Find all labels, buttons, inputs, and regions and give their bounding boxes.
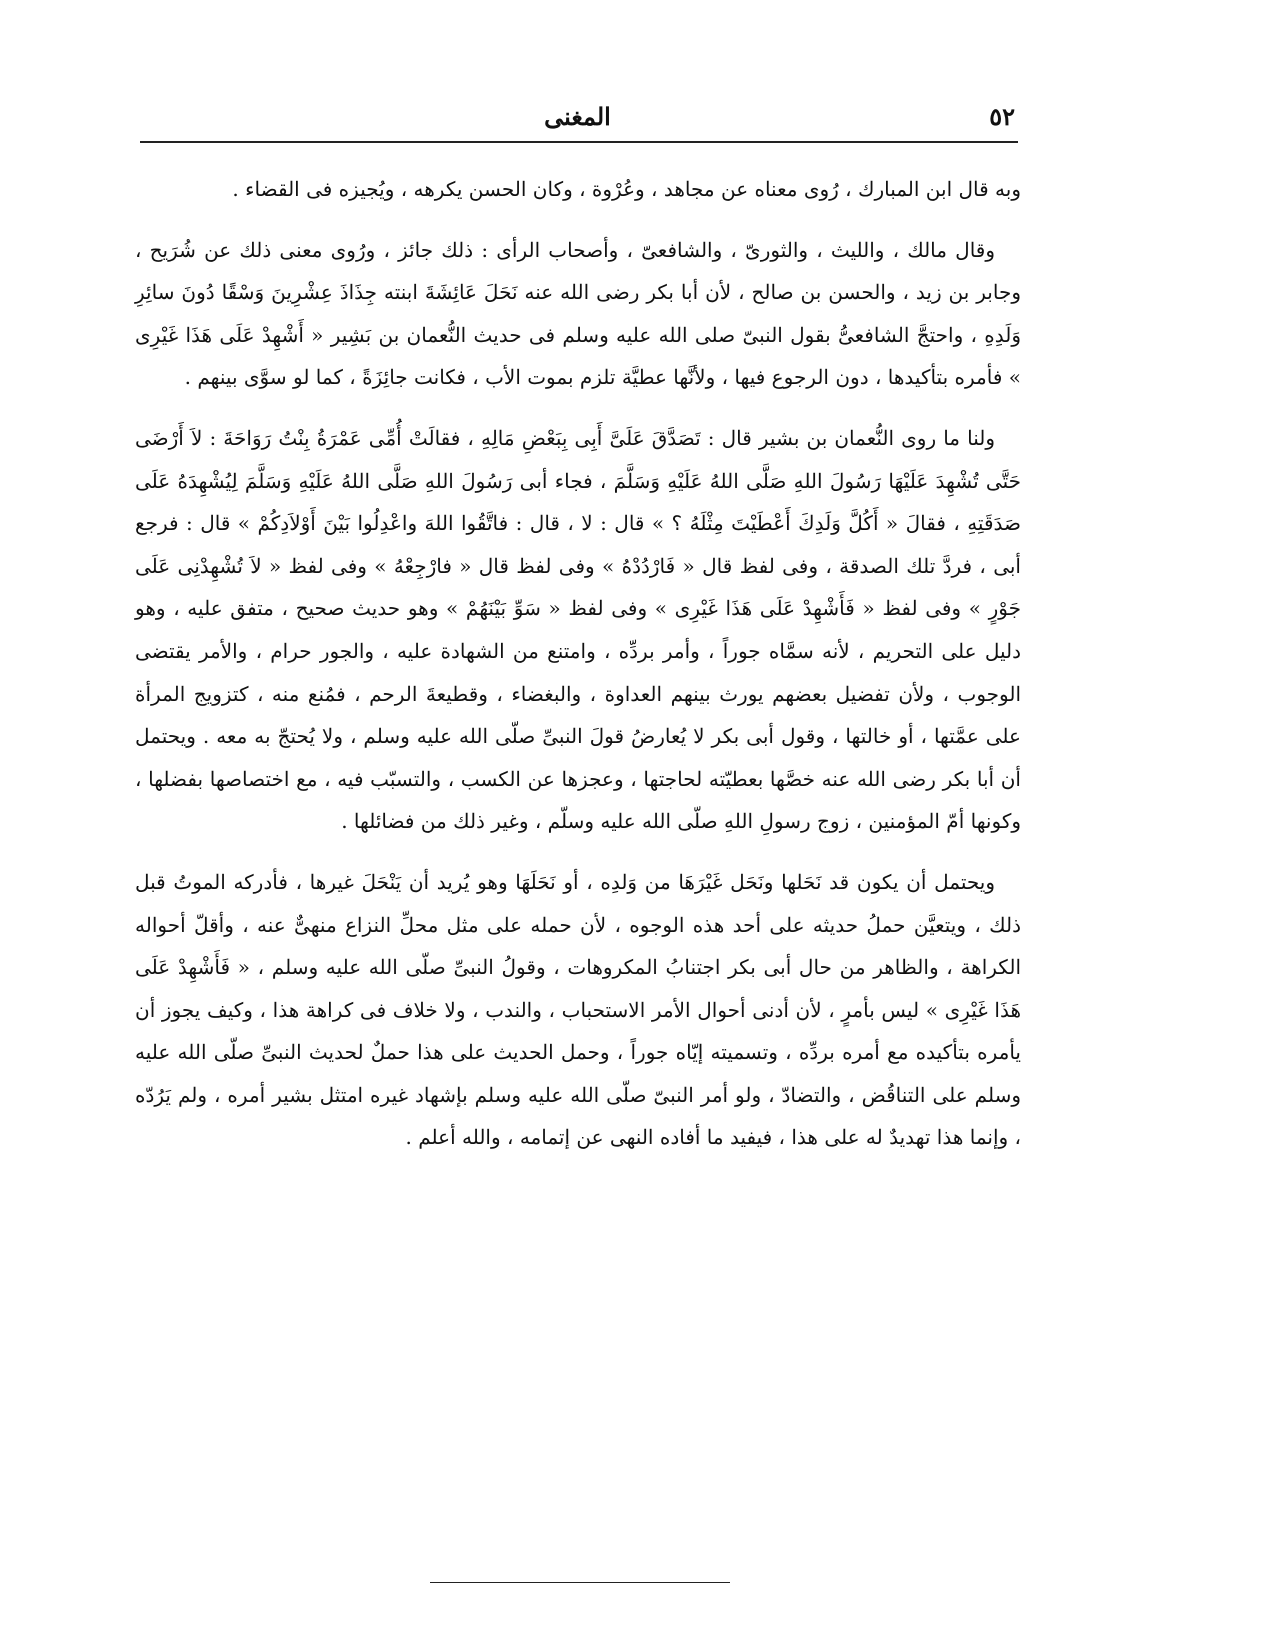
- paragraph-3: ولنا ما روى النُّعمان بن بشير قال : تَصَدَّقَ عَلَىَّ أَبِى بِبَعْضِ مَالِهِ ، فقالَتْ أُمِّى عَمْرَةُ بِنْتُ رَوَاحَةَ : لاَ أَرْضَى حَتَّى تُشْهِدَ عَلَيْهَا رَسُولَ اللهِ صَلَّى اللهُ عَلَيْهِ وَسَلَّمَ ، فجاء أبى رَسُولَ اللهِ صَلَّى اللهُ عَلَيْهِ وَسَلَّمَ لِيُشْهِدَهُ عَلَى صَدَقَتِهِ ، فقالَ « أَكُلَّ وَلَدِكَ أَعْطَيْتَ مِثْلَهُ ؟ » قال : لا ، قال : فاتَّقُوا اللهَ واعْدِلُوا بَيْنَ أَوْلاَدِكُمْ » قال : فرجع أبى ، فردَّ تلك الصدقة ، وفى لفظ قال « فَارْدُدْهُ » وفى لفظ قال « فارْجِعْهُ » وفى لفظ « لاَ تُشْهِدْنِى عَلَى جَوْرٍ » وفى لفظ « فَأَشْهِدْ عَلَى هَذَا غَيْرِى » وفى لفظ « سَوِّ بَيْنَهُمْ » وهو حديث صحيح ، متفق عليه ، وهو دليل على التحريم ، لأنه سمَّاه جوراً ، وأمر بردِّه ، وامتنع من الشهادة عليه ، والجور حرام ، والأمر يقتضى الوجوب ، ولأن تفضيل بعضهم يورث بينهم العداوة ، والبغضاء ، وقطيعةَ الرحم ، فمُنع منه ، كتزويج المرأة على عمَّتها ، أو خالتها ، وقول أبى بكر لا يُعارضُ قولَ النبىِّ صلّى الله عليه وسلم ، ولا يُحتجّ به معه . ويحتمل أن أبا بكر رضى الله عنه خصَّها بعطيّته لحاجتها ، وعجزها عن الكسب ، والتسبّب فيه ، مع اختصاصها بفضلها ، وكونها أمّ المؤمنين ، زوج رسولِ اللهِ صلّى الله عليه وسلّم ، وغير ذلك من فضائلها .: [135, 425, 1021, 834]
- paragraph-1: وبه قال ابن المبارك ، رُوى معناه عن مجاهد ، وعُرْوة ، وكان الحسن يكرهه ، ويُجيزه فى القضاء .: [232, 177, 1021, 201]
- page-number: ٥٢: [989, 102, 1015, 131]
- running-title: المغنى: [544, 102, 611, 131]
- header-rule: [140, 141, 1018, 143]
- footer-rule: [430, 1582, 730, 1583]
- paragraph-4: ويحتمل أن يكون قد نَحَلها ونَحَل غَيْرَهَا من وَلدِه ، أو نَحَلَهَا وهو يُريد أن يَنْحَلَ غيرها ، فأدركه الموتُ قبل ذلك ، ويتعيَّن حملُ حديثه على أحد هذه الوجوه ، لأن حمله على مثل محلِّ النزاع منهىٌّ عنه ، وأقلّ أحواله الكراهة ، والظاهر من حال أبى بكر اجتنابُ المكروهات ، وقولُ النبىِّ صلّى الله عليه وسلم ، « فَأَشْهِدْ عَلَى هَذَا غَيْرِى » ليس بأمرٍ ، لأن أدنى أحوال الأمر الاستحباب ، والندب ، ولا خلاف فى كراهة هذا ، وكيف يجوز أن يأمره بتأكيده مع أمره بردِّه ، وتسميته إيّاه جوراً ، وحمل الحديث على هذا حملٌ لحديث النبىِّ صلّى الله عليه وسلم على التناقُض ، والتضادّ ، ولو أمر النبىّ صلّى الله عليه وسلم بإشهاد غيره امتثل بشير أمره ، ولم يَرُدّه ، وإنما هذا تهديدٌ له على هذا ، فيفيد ما أفاده النهى عن إتمامه ، والله أعلم .: [135, 869, 1021, 1150]
- body-text: [135, 168, 1021, 1159]
- running-head: [140, 100, 1015, 140]
- paragraph-2: وقال مالك ، والليث ، والثورىّ ، والشافعىّ ، وأصحاب الرأى : ذلك جائز ، ورُوى معنى ذلك عن شُرَيح ، وجابر بن زيد ، والحسن بن صالح ، لأن أبا بكر رضى الله عنه نَحَلَ عَائِشَةَ ابنته جِذَاذَ عِشْرِينَ وَسْقًا دُونَ سائِرِ وَلَدِهِ ، واحتجَّ الشافعىُّ بقول النبىّ صلى الله عليه وسلم فى حديث النُّعمان بن بَشِير « أَشْهِدْ عَلَى هَذَا غَيْرِى » فأمره بتأكيدها ، دون الرجوع فيها ، ولأنَّها عطيَّة تلزم بموت الأب ، فكانت جائِزَةً ، كما لو سوَّى بينهم .: [135, 237, 1021, 390]
